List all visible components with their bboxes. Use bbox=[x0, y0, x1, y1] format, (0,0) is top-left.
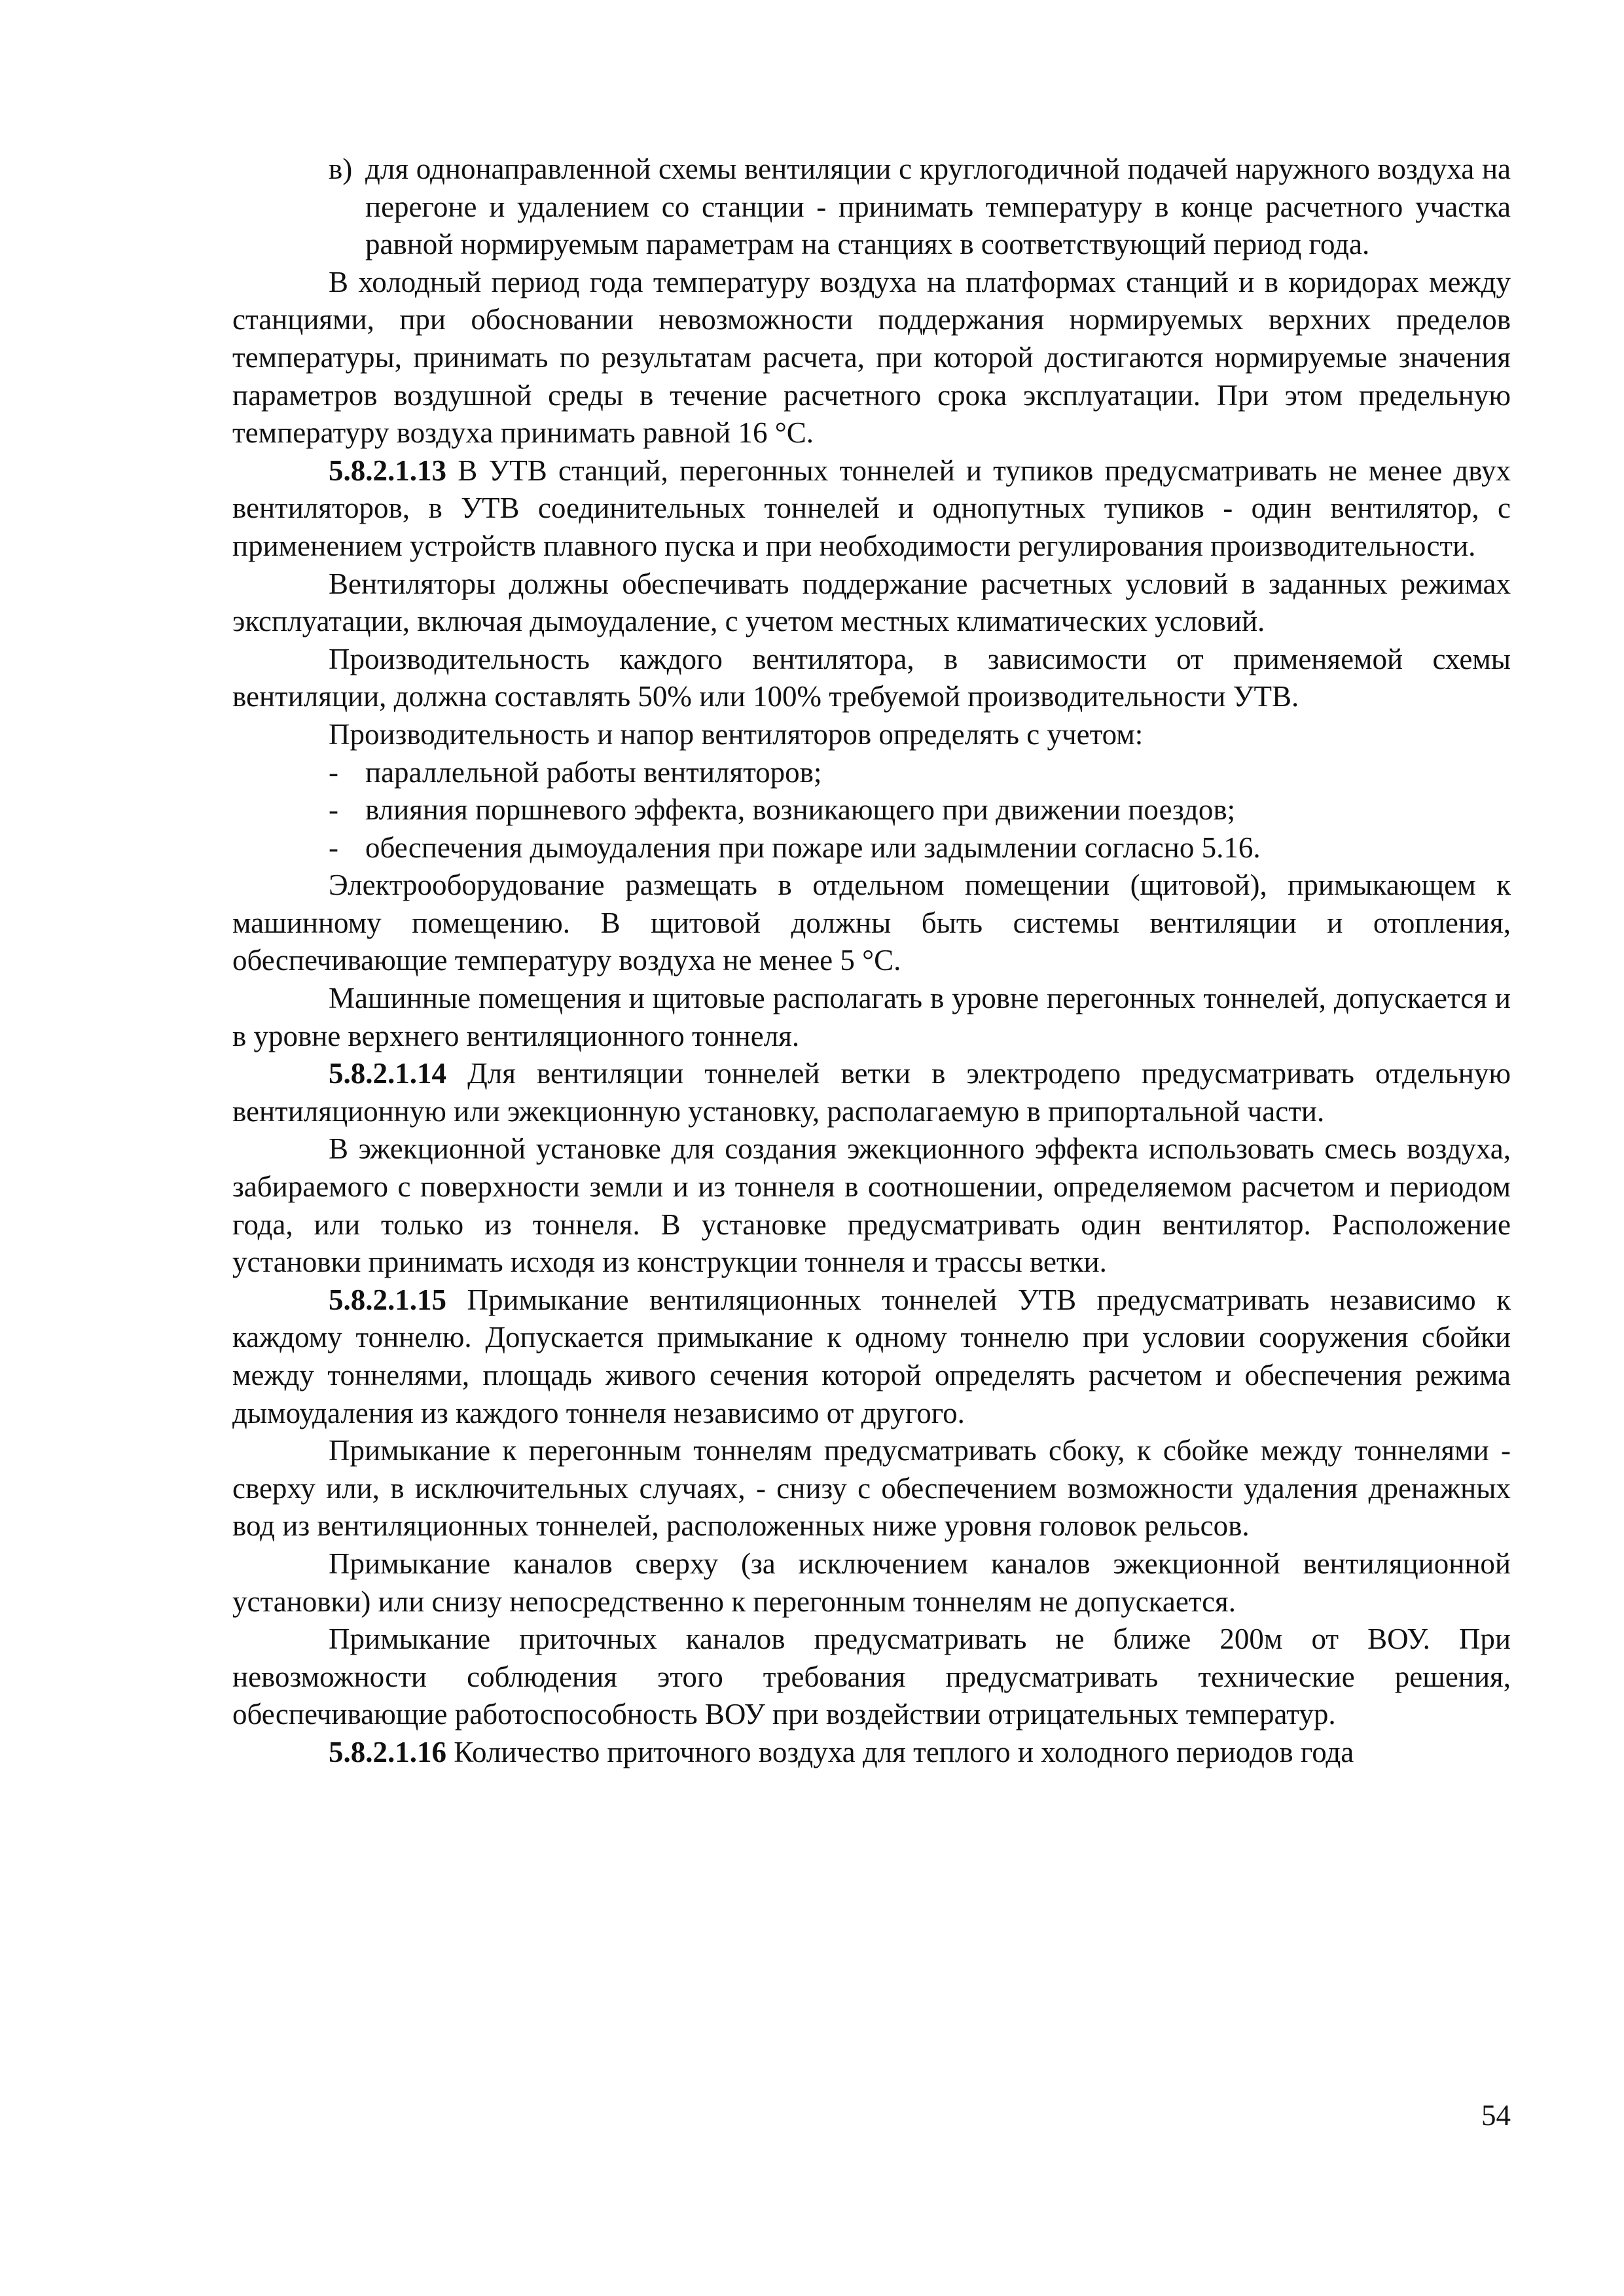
list-item-text: параллельной работы вентиляторов; bbox=[365, 755, 822, 789]
page-number: 54 bbox=[1481, 2099, 1511, 2132]
dash-marker: - bbox=[329, 755, 338, 789]
clause-text: Для вентиляции тоннелей ветки в электродепо предусматривать отдельную вентиляционную или эжекционную установку, располагаемую в припортальной части. bbox=[232, 1057, 1511, 1128]
clause-5-8-2-1-14 bbox=[232, 1055, 1511, 1130]
list-item-text: для однонаправленной схемы вентиляции с круглогодичной подачей наружного воздуха на перегоне и удалением со станции - принимать температуру в конце расчетного участка равной нормируемым параметрам на станциях в соответствующий период года. bbox=[365, 152, 1511, 261]
paragraph-fans-capacity: Производительность каждого вентилятора, в зависимости от применяемой схемы вентиляции, должна составлять 50% или 100% требуемой производительности УТВ. bbox=[232, 642, 1511, 713]
list-marker: в) bbox=[329, 152, 353, 185]
paragraph-fans-conditions: Вентиляторы должны обеспечивать поддержание расчетных условий в заданных режимах эксплуатации, включая дымоудаление, с учетом местных климатических условий. bbox=[232, 567, 1511, 638]
paragraph-supply-channels: Примыкание приточных каналов предусматривать не ближе 200м от ВОУ. При невозможности соблюдения этого требования предусматривать технические решения, обеспечивающие работоспособность ВОУ при воздействии отрицательных температур. bbox=[232, 1623, 1511, 1731]
paragraph-adjoining-side: Примыкание к перегонным тоннелям предусматривать сбоку, к сбойке между тоннелями - сверху или, в исключительных случаях, - снизу с обеспечением возможности удаления дренажных вод из вентиляционных тоннелей, расположенных ниже уровня головок рельсов. bbox=[232, 1434, 1511, 1543]
list-item-text: обеспечения дымоудаления при пожаре или задымлении согласно 5.16. bbox=[365, 831, 1261, 864]
paragraph-adjoining-channels: Примыкание каналов сверху (за исключением каналов эжекционной вентиляционной установки) или снизу непосредственно к перегонным тоннелям не допускается. bbox=[232, 1547, 1511, 1618]
clause-number: 5.8.2.1.14 bbox=[329, 1057, 446, 1090]
paragraph-ejection-unit: В эжекционной установке для создания эжекционного эффекта использовать смесь воздуха, забираемого с поверхности земли и из тоннеля в соотношении, определяемом расчетом и периодом года, или только из тоннеля. В установке предусматривать один вентилятор. Расположение установки принимать исходя из конструкции тоннеля и трассы ветки. bbox=[232, 1132, 1511, 1279]
list-item bbox=[232, 791, 1511, 829]
paragraph-electrical-equipment: Электрооборудование размещать в отдельном помещении (щитовой), примыкающем к машинному помещению. В щитовой должны быть системы вентиляции и отопления, обеспечивающие температуру воздуха не менее 5 °С. bbox=[232, 869, 1511, 977]
clause-text: Количество приточного воздуха для теплого и холодного периодов года bbox=[446, 1735, 1354, 1768]
list-item-v bbox=[232, 151, 1511, 264]
dash-marker: - bbox=[329, 831, 338, 864]
clause-number: 5.8.2.1.16 bbox=[329, 1735, 446, 1768]
clause-5-8-2-1-16 bbox=[232, 1734, 1511, 1772]
list-item bbox=[232, 829, 1511, 867]
clause-number: 5.8.2.1.13 bbox=[329, 454, 446, 487]
clause-5-8-2-1-15 bbox=[232, 1282, 1511, 1432]
paragraph-machine-rooms: Машинные помещения и щитовые располагать в уровне перегонных тоннелей, допускается и в уровне верхнего вентиляционного тоннеля. bbox=[232, 982, 1511, 1052]
clause-text: В УТВ станций, перегонных тоннелей и тупиков предусматривать не менее двух вентиляторов, в УТВ соединительных тоннелей и однопутных тупиков - один вентилятор, с применением устройств плавного пуска и при необходимости регулирования производительности. bbox=[232, 454, 1511, 562]
list-item bbox=[232, 754, 1511, 792]
clause-text: Примыкание вентиляционных тоннелей УТВ предусматривать независимо к каждому тоннелю. Допускается примыкание к одному тоннелю при условии сооружения сбойки между тоннелями, площадь живого сечения которой определять расчетом и обеспечения режима дымоудаления из каждого тоннеля независимо от другого. bbox=[232, 1283, 1511, 1429]
document-page bbox=[232, 151, 1511, 1772]
list-item-text: влияния поршневого эффекта, возникающего при движении поездов; bbox=[365, 793, 1236, 827]
paragraph-fans-pressure: Производительность и напор вентиляторов определять с учетом: bbox=[329, 717, 1144, 751]
paragraph-cold-period: В холодный период года температуру воздуха на платформах станций и в коридорах между станциями, при обосновании невозможности поддержания нормируемых верхних пределов температуры, принимать по результатам расчета, при которой достигаются нормируемые значения параметров воздушной среды в течение расчетного срока эксплуатации. При этом предельную температуру воздуха принимать равной 16 °С. bbox=[232, 265, 1511, 450]
clause-number: 5.8.2.1.15 bbox=[329, 1283, 446, 1316]
clause-5-8-2-1-13 bbox=[232, 452, 1511, 565]
dash-marker: - bbox=[329, 793, 338, 827]
